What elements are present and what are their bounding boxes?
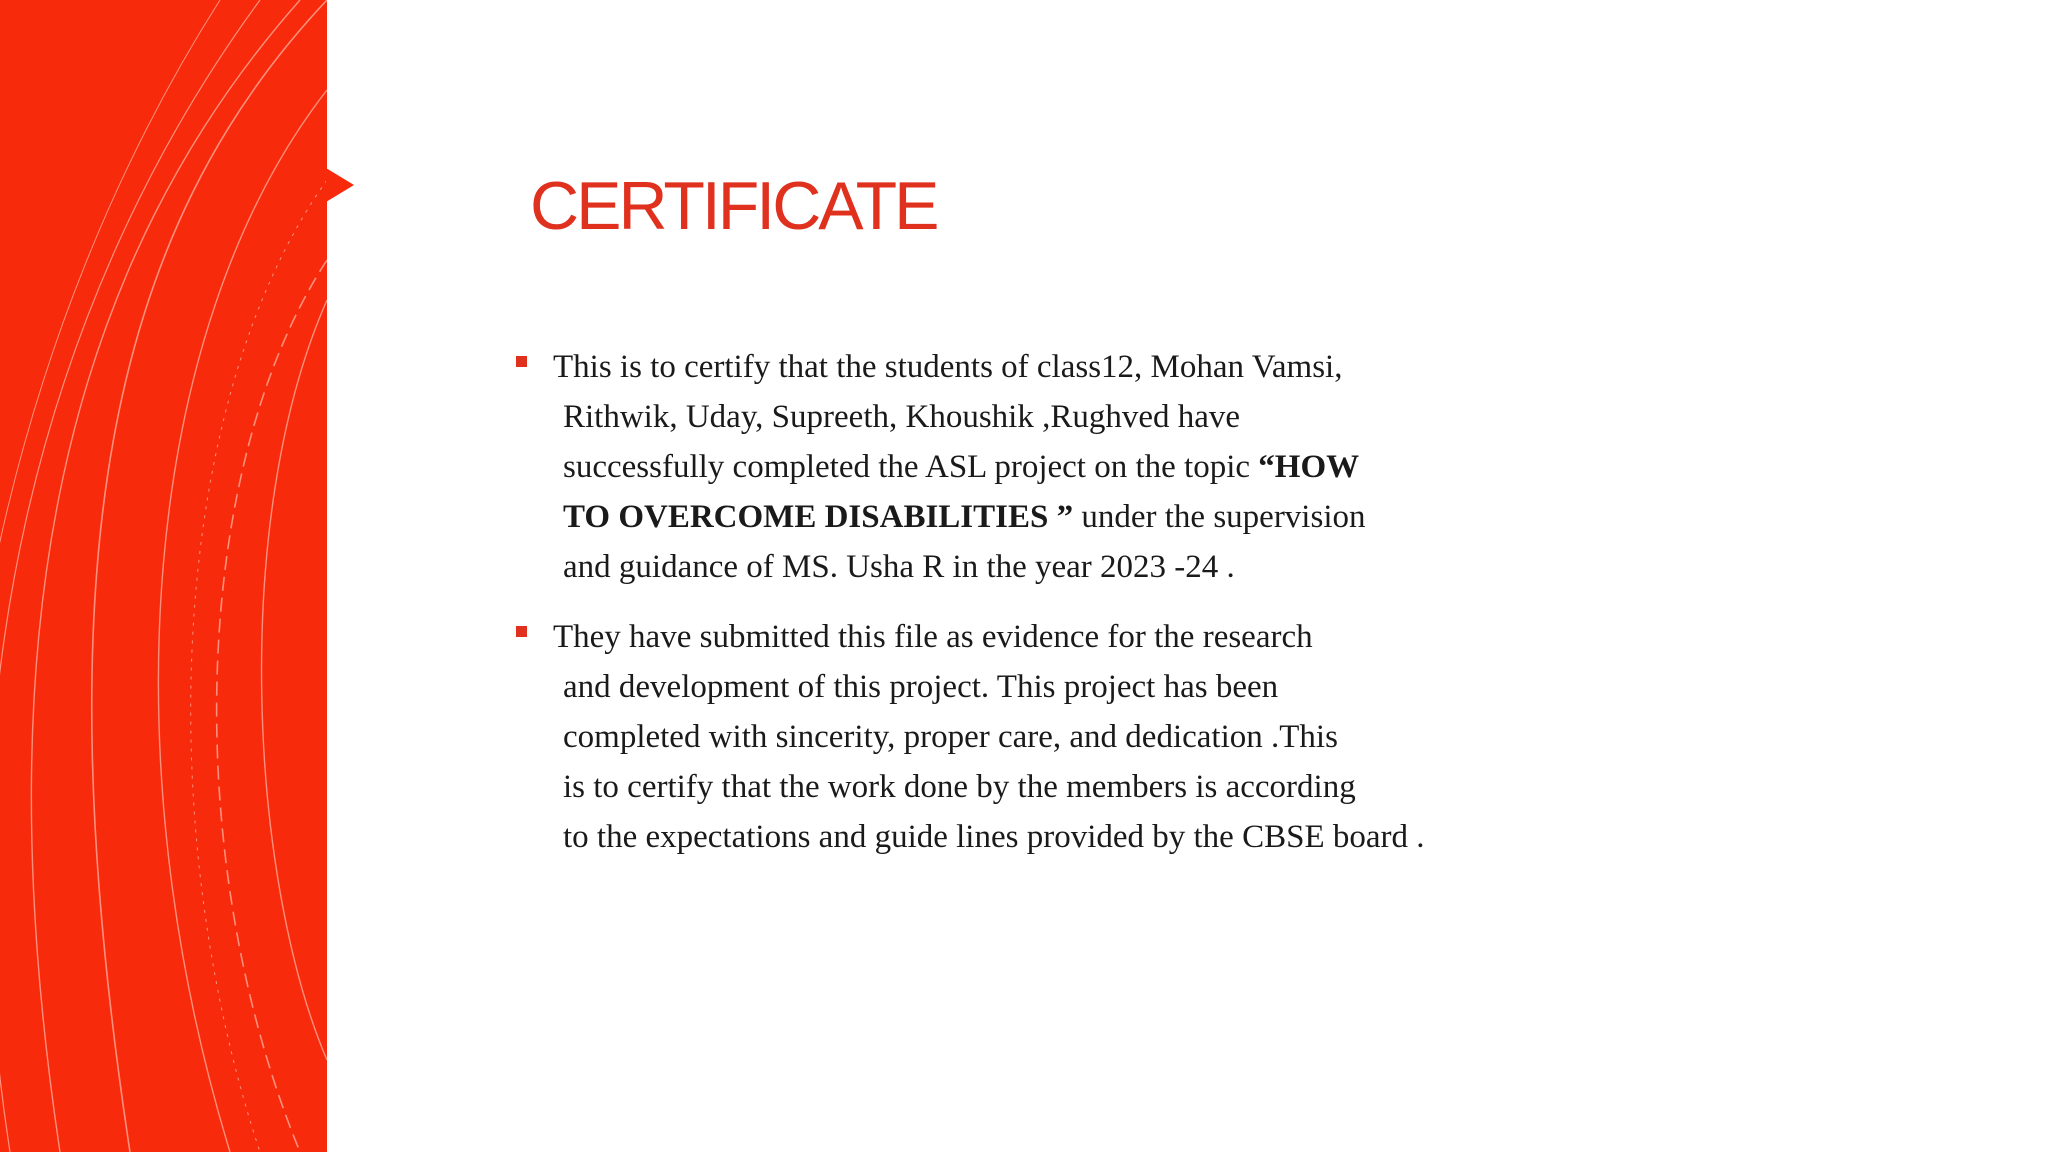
- paragraph-line: is to certify that the work done by the members is according: [563, 769, 1356, 805]
- bullet-item-1: [516, 342, 1676, 592]
- paragraph-line: and guidance of MS. Usha R in the year 2023 -24 .: [563, 549, 1235, 585]
- decorative-side-panel: [0, 0, 327, 1152]
- line-text: under the supervision: [1073, 499, 1366, 535]
- paragraph-line: to the expectations and guide lines provided by the CBSE board .: [563, 819, 1425, 855]
- paragraph-line: and development of this project. This project has been: [563, 669, 1279, 705]
- bullet-item-2: [516, 612, 1676, 862]
- topic-title-start: “HOW: [1258, 449, 1360, 485]
- panel-notch: [326, 168, 354, 202]
- topic-title-end: TO OVERCOME DISABILITIES ”: [563, 499, 1074, 535]
- paragraph-line: [553, 442, 1676, 492]
- square-bullet-icon: [516, 356, 527, 367]
- decorative-arcs: [0, 0, 327, 1152]
- paragraph-2: [553, 612, 1676, 862]
- square-bullet-icon: [516, 626, 527, 637]
- paragraph-line: [553, 492, 1676, 542]
- line-text: successfully completed the ASL project on the topic: [563, 449, 1259, 485]
- paragraph-line: completed with sincerity, proper care, and dedication .This: [563, 719, 1338, 755]
- slide-title: CERTIFICATE: [530, 168, 937, 244]
- certificate-body: [516, 342, 1676, 882]
- paragraph-line: This is to certify that the students of class12, Mohan Vamsi,: [553, 349, 1343, 385]
- paragraph-line: They have submitted this file as evidence for the research: [553, 619, 1313, 655]
- paragraph-line: Rithwik, Uday, Supreeth, Khoushik ,Rughved have: [563, 399, 1241, 435]
- paragraph-1: [553, 342, 1676, 592]
